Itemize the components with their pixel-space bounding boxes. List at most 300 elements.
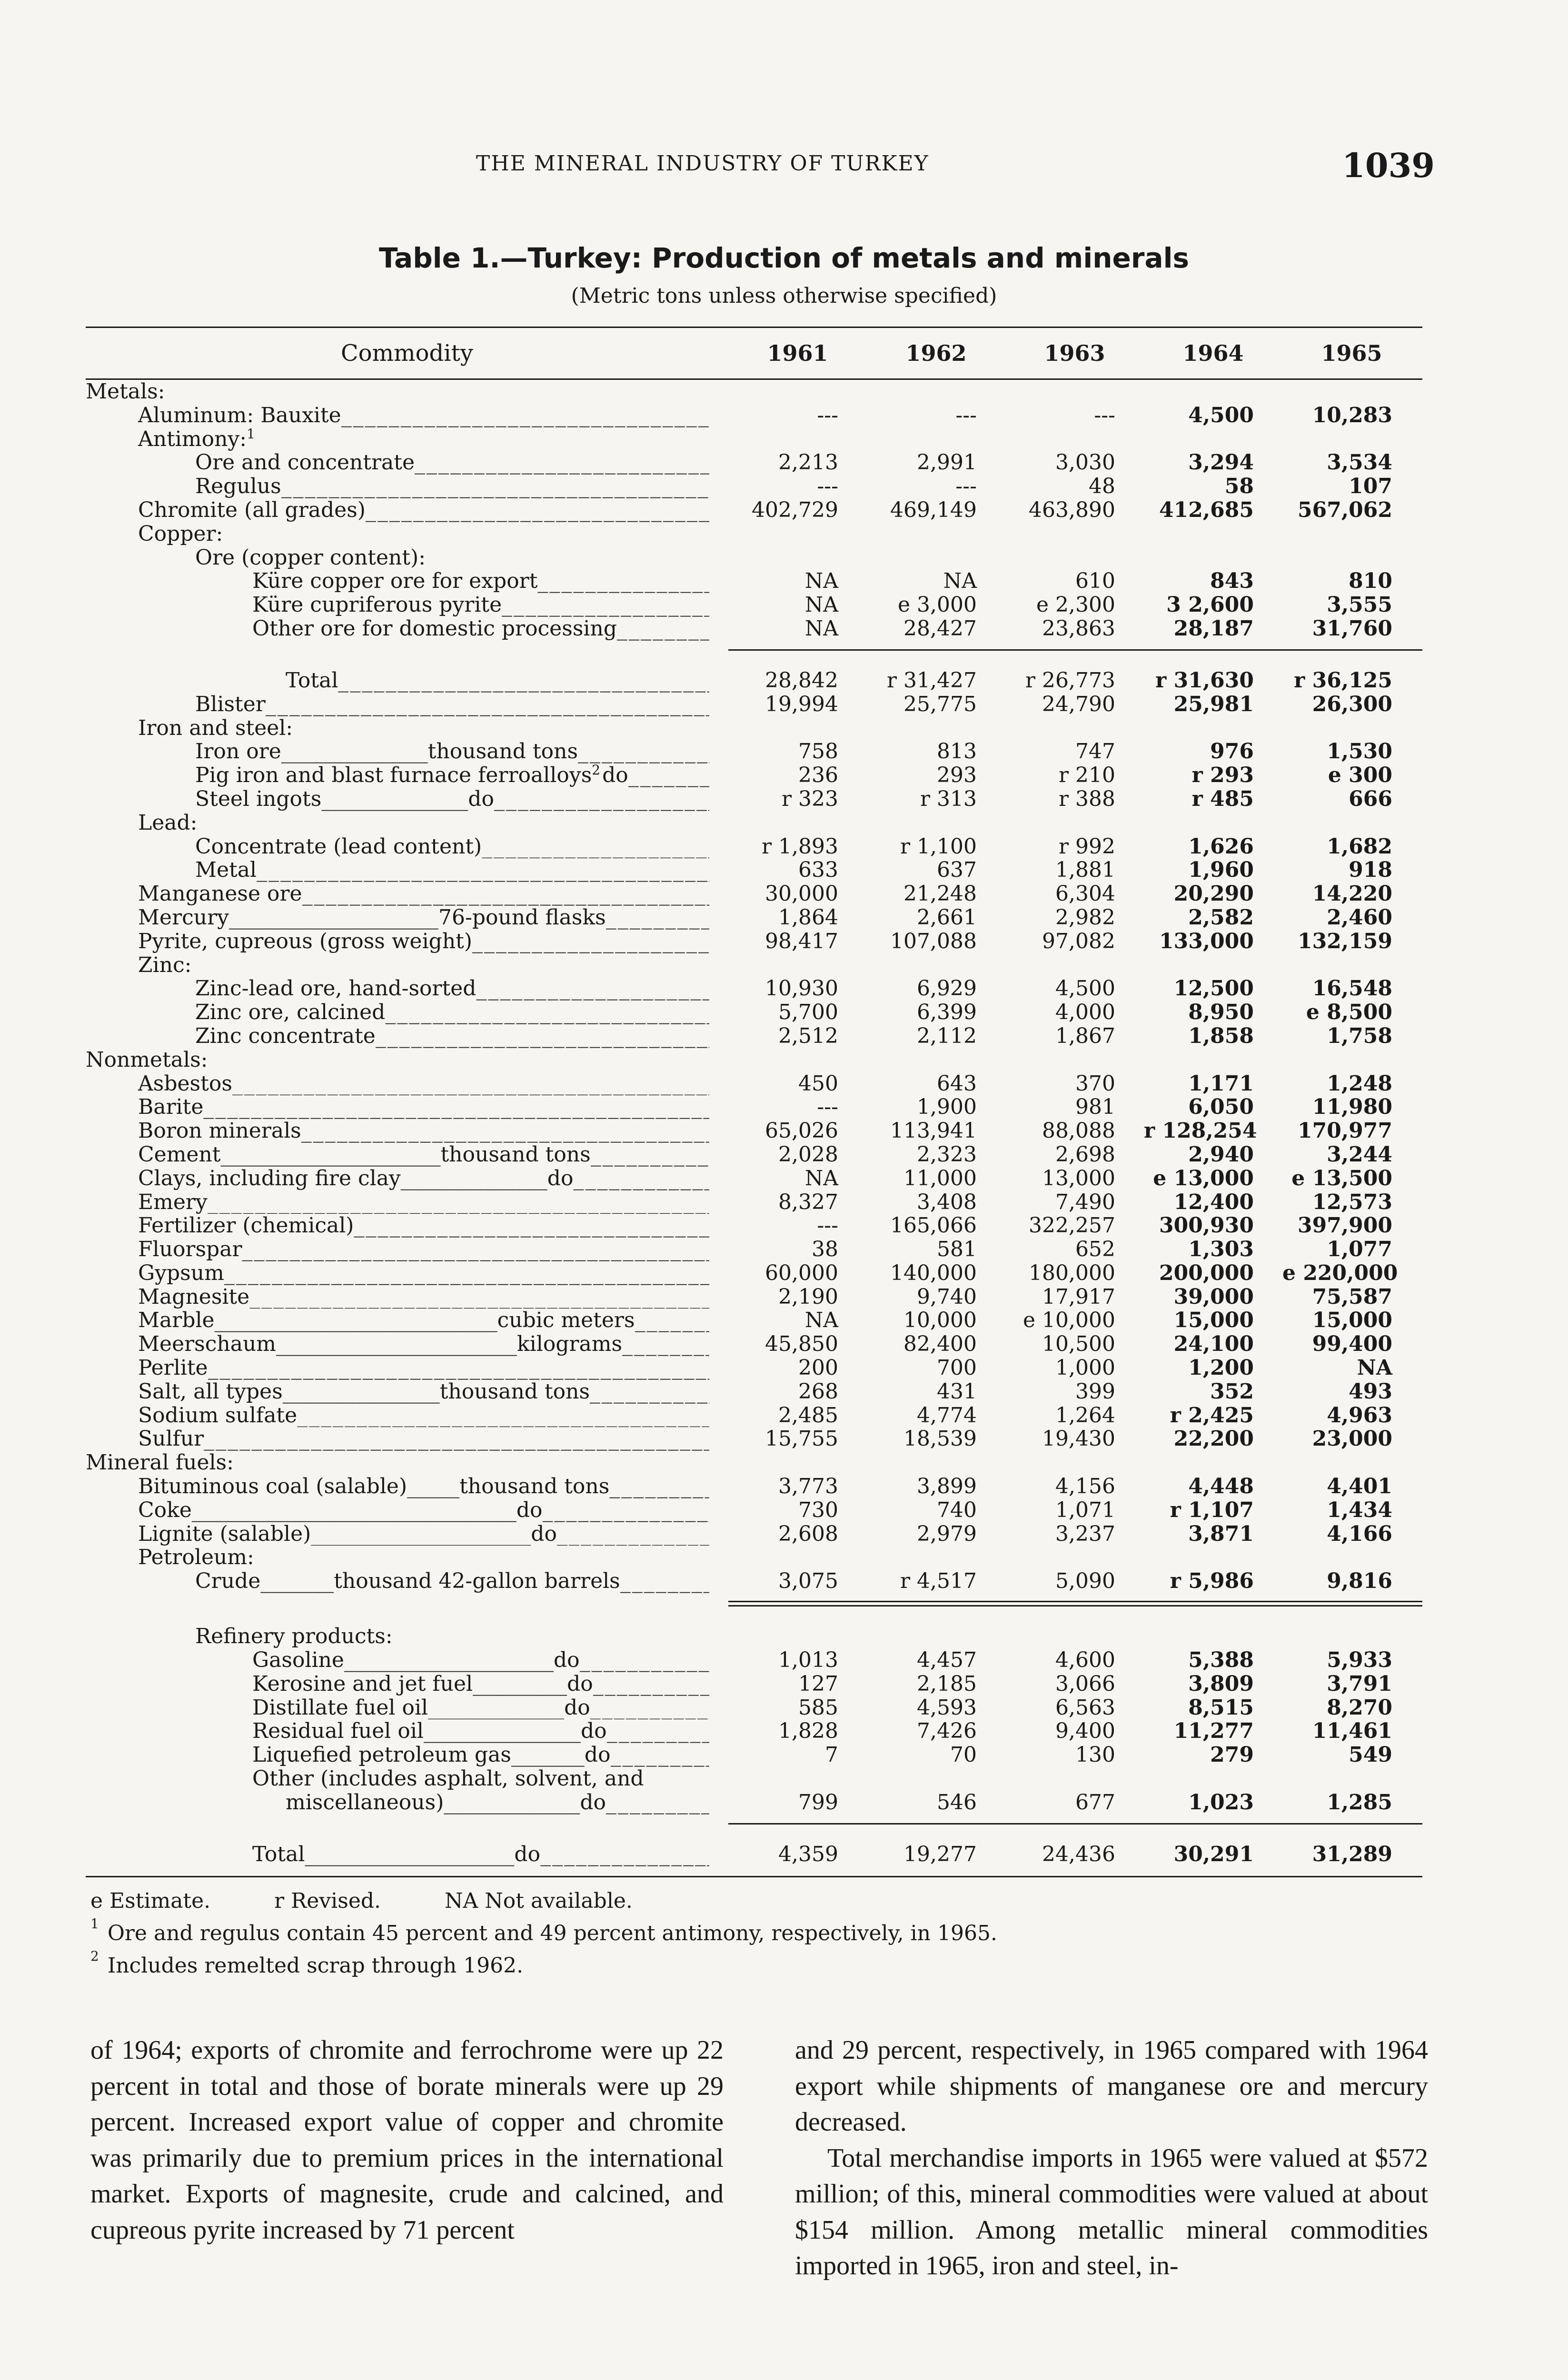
- row-label: [86, 617, 709, 641]
- table-row: [86, 1696, 1422, 1720]
- value-cell: 581: [937, 1237, 977, 1262]
- value-cell: 48: [1089, 474, 1115, 499]
- value-cell: 1,023: [1188, 1790, 1254, 1815]
- leader-dots: [224, 1261, 709, 1285]
- table-row: [86, 546, 1422, 570]
- row-label-text: Sulfur: [138, 1427, 204, 1451]
- value-cell: 133,000: [1159, 929, 1254, 953]
- table-row: [86, 1546, 1422, 1569]
- table-row: [86, 451, 1422, 475]
- value-cell: 1,077: [1327, 1237, 1392, 1262]
- value-cell: 9,816: [1327, 1569, 1392, 1594]
- header-year: 1963: [1044, 340, 1105, 366]
- row-label: [86, 1672, 709, 1696]
- row-label-text: Barite: [138, 1095, 204, 1120]
- value-cell: 23,000: [1312, 1427, 1392, 1451]
- row-label-text: Fluorspar: [138, 1238, 242, 1261]
- value-cell: 170,977: [1297, 1119, 1392, 1143]
- row-label: [86, 740, 709, 764]
- row-label-text: Iron ore______________thousand tons: [195, 740, 578, 764]
- value-cell: 643: [937, 1071, 977, 1096]
- table-row: [86, 1095, 1422, 1119]
- value-cell: 2,213: [778, 450, 838, 475]
- value-cell: 82,400: [903, 1332, 977, 1357]
- value-cell: 1,248: [1327, 1071, 1392, 1096]
- value-cell: 23,863: [1042, 616, 1115, 641]
- row-label-text: Metals:: [86, 380, 165, 404]
- row-label: [86, 498, 709, 522]
- value-cell: 6,929: [917, 976, 977, 1001]
- section-double-rule: [728, 1601, 1422, 1606]
- value-cell: 39,000: [1173, 1284, 1254, 1309]
- row-label: [86, 404, 709, 427]
- value-cell: r 36,125: [1294, 668, 1392, 693]
- table-row: [86, 1048, 1422, 1072]
- header-year: 1961: [767, 340, 828, 366]
- value-cell: r 388: [1058, 786, 1115, 811]
- row-label-text: Coke_______________________________do: [138, 1498, 543, 1522]
- row-label: [86, 906, 709, 930]
- row-label: [86, 1522, 709, 1546]
- row-label: [86, 1475, 709, 1498]
- value-cell: 9,400: [1055, 1719, 1115, 1744]
- value-cell: 469,149: [890, 497, 977, 522]
- value-cell: 7: [825, 1743, 838, 1767]
- table-row: [86, 1719, 1422, 1743]
- value-cell: 10,283: [1312, 403, 1392, 427]
- row-label: [86, 1451, 709, 1475]
- value-cell: r 313: [920, 786, 977, 811]
- row-label: [86, 546, 709, 570]
- table-row: [86, 651, 1422, 693]
- value-cell: 1,864: [778, 905, 838, 930]
- leader-dots: [472, 930, 709, 953]
- row-label-text: Mercury____________________76-pound flasks: [138, 905, 606, 930]
- value-cell: NA: [1357, 1356, 1392, 1380]
- value-cell: 20,290: [1173, 882, 1254, 906]
- row-label-text: Ore (copper content):: [195, 545, 426, 570]
- value-cell: 2,661: [917, 905, 977, 930]
- leader-dots: [385, 1001, 709, 1024]
- leader-dots: [607, 1719, 709, 1743]
- row-label: [86, 811, 709, 835]
- value-cell: 2,698: [1055, 1142, 1115, 1167]
- value-cell: 200: [798, 1356, 838, 1380]
- value-cell: 2,940: [1188, 1142, 1254, 1167]
- row-label: [86, 835, 709, 859]
- header-year: 1962: [905, 340, 967, 366]
- row-label: [86, 1119, 709, 1143]
- value-cell: 5,090: [1055, 1569, 1115, 1594]
- row-label-text: Emery: [138, 1190, 208, 1214]
- row-label-text: Gypsum: [138, 1261, 224, 1285]
- table-row: [86, 569, 1422, 593]
- value-cell: 28,187: [1173, 616, 1254, 641]
- value-cell: 12,500: [1173, 976, 1254, 1001]
- table-row: [86, 1498, 1422, 1522]
- value-cell: 493: [1349, 1379, 1392, 1404]
- leader-dots: [281, 475, 709, 498]
- footnote-ref: 1: [247, 427, 255, 442]
- table-row: [86, 475, 1422, 498]
- row-label: [86, 1767, 709, 1791]
- value-cell: NA: [804, 1166, 838, 1190]
- value-cell: e 2,300: [1036, 593, 1115, 617]
- table-row: [86, 1606, 1422, 1648]
- row-label-text: Perlite: [138, 1356, 208, 1380]
- table-row: [86, 1332, 1422, 1356]
- row-label: [86, 764, 709, 787]
- value-cell: 4,500: [1055, 976, 1115, 1001]
- table-row: [86, 404, 1422, 427]
- row-label: [86, 1696, 709, 1720]
- value-cell: 652: [1075, 1237, 1115, 1262]
- value-cell: 31,760: [1312, 616, 1392, 641]
- row-label-text: Zinc-lead ore, hand-sorted: [195, 977, 476, 1001]
- value-cell: 132,159: [1297, 929, 1392, 953]
- value-cell: ---: [817, 474, 838, 499]
- value-cell: 758: [798, 739, 838, 764]
- table-row: [86, 1522, 1422, 1546]
- legend-estimate: e Estimate.: [90, 1889, 211, 1913]
- row-label: [86, 1719, 709, 1743]
- value-cell: r 2,425: [1170, 1403, 1254, 1428]
- row-label-text: Antimony:: [138, 427, 247, 451]
- table-row: [86, 1569, 1422, 1593]
- value-cell: 88,088: [1042, 1119, 1115, 1143]
- row-label-text: Ore and concentrate: [195, 451, 415, 475]
- value-cell: 8,950: [1188, 1000, 1254, 1025]
- value-cell: 2,485: [778, 1403, 838, 1428]
- row-label: [86, 977, 709, 1001]
- body-paragraph: of 1964; exports of chromite and ferrochrome were up 22 percent in total and those of borate minerals were up 29 percent. Increased export value of copper and chromite was primarily due to premium prices in the international market. Exports of magnesite, crude and calcined, and cupreous pyrite increased by 71 percent: [90, 2035, 724, 2245]
- row-label-text: Sodium sulfate: [138, 1403, 298, 1428]
- row-label-text: Copper:: [138, 522, 223, 546]
- value-cell: 15,755: [765, 1427, 838, 1451]
- row-label: [86, 1498, 709, 1522]
- leader-dots: [208, 1190, 709, 1214]
- value-cell: 747: [1075, 739, 1115, 764]
- row-label: [86, 569, 709, 593]
- value-cell: 45,850: [765, 1332, 838, 1357]
- value-cell: 677: [1075, 1790, 1115, 1815]
- value-cell: 24,790: [1042, 692, 1115, 716]
- row-label-text: Blister: [195, 692, 266, 716]
- table-row: [86, 740, 1422, 764]
- row-label-text: Other ore for domestic processing: [252, 616, 617, 641]
- value-cell: NA: [943, 569, 977, 594]
- value-cell: r 5,986: [1170, 1569, 1254, 1594]
- value-cell: 431: [937, 1379, 977, 1404]
- row-label: [86, 522, 709, 546]
- table-row: [86, 1648, 1422, 1672]
- value-cell: 3,555: [1327, 593, 1392, 617]
- value-cell: 19,277: [903, 1842, 977, 1866]
- value-cell: 127: [798, 1671, 838, 1696]
- row-label-text: Kerosine and jet fuel_________do: [252, 1672, 593, 1696]
- value-cell: 1,200: [1188, 1356, 1254, 1380]
- production-table: [86, 327, 1422, 1877]
- value-cell: 2,582: [1188, 905, 1254, 930]
- leader-dots: [208, 1356, 709, 1380]
- row-label: [86, 787, 709, 811]
- value-cell: 322,257: [1029, 1213, 1115, 1238]
- value-cell: 976: [1210, 739, 1254, 764]
- value-cell: 3,030: [1055, 450, 1115, 475]
- value-cell: r 1,893: [762, 834, 838, 859]
- value-cell: 10,000: [903, 1308, 977, 1333]
- row-label-text: Asbestos: [138, 1071, 232, 1096]
- table-row: [86, 427, 1422, 451]
- row-label-text: Meerschaum_______________________kilograms: [138, 1332, 623, 1357]
- value-cell: 843: [1210, 569, 1254, 594]
- value-cell: 2,323: [917, 1142, 977, 1167]
- value-cell: 11,461: [1312, 1719, 1392, 1744]
- value-cell: r 4,517: [900, 1569, 977, 1594]
- footnote-1: [90, 1917, 997, 1950]
- value-cell: 16,548: [1312, 976, 1392, 1001]
- row-label-text: Total____________________do: [252, 1842, 541, 1866]
- value-cell: e 8,500: [1306, 1000, 1392, 1025]
- leader-dots: [341, 404, 709, 427]
- value-cell: 14,220: [1312, 882, 1392, 906]
- leader-dots: [249, 1285, 709, 1309]
- value-cell: 279: [1210, 1743, 1254, 1767]
- value-cell: 4,166: [1327, 1521, 1392, 1546]
- row-label-text: Bituminous coal (salable)_____thousand tons: [138, 1475, 610, 1498]
- value-cell: 2,608: [778, 1521, 838, 1546]
- row-label-text: Refinery products:: [195, 1625, 393, 1649]
- row-label: [86, 693, 709, 716]
- leader-dots: [635, 1309, 709, 1332]
- row-label: [86, 930, 709, 953]
- value-cell: e 220,000: [1282, 1260, 1398, 1285]
- table-row: [86, 977, 1422, 1001]
- table-row: [86, 593, 1422, 617]
- leader-dots: [338, 669, 709, 693]
- value-cell: 918: [1349, 858, 1392, 883]
- value-cell: 4,963: [1327, 1403, 1392, 1428]
- leader-dots: [578, 740, 709, 764]
- value-cell: 11,277: [1173, 1719, 1254, 1744]
- row-label: [86, 1214, 709, 1238]
- body-column-left: [90, 2033, 724, 2284]
- value-cell: 610: [1075, 569, 1115, 594]
- running-title: THE MINERAL INDUSTRY OF TURKEY: [476, 151, 929, 176]
- value-cell: 9,740: [917, 1284, 977, 1309]
- value-cell: 1,013: [778, 1648, 838, 1673]
- value-cell: ---: [817, 1095, 838, 1120]
- table-row: [86, 1767, 1422, 1791]
- table-row: [86, 930, 1422, 953]
- footnote-text: Ore and regulus contain 45 percent and 49 percent antimony, respectively, in 1965.: [107, 1921, 997, 1945]
- row-label: [86, 475, 709, 498]
- value-cell: 546: [937, 1790, 977, 1815]
- leader-dots: [573, 1167, 709, 1190]
- footnote-mark: 2: [90, 1948, 99, 1964]
- row-label: [86, 451, 709, 475]
- value-cell: r 128,254: [1144, 1119, 1257, 1143]
- value-cell: 12,573: [1312, 1190, 1392, 1214]
- leader-dots: [628, 764, 709, 787]
- value-cell: 2,028: [778, 1142, 838, 1167]
- row-label-text: Küre cupriferous pyrite: [252, 593, 502, 617]
- leader-dots: [590, 1696, 709, 1720]
- value-cell: r 485: [1191, 786, 1254, 811]
- value-cell: 4,401: [1327, 1474, 1392, 1499]
- row-label-text: Residual fuel oil_______________do: [252, 1719, 607, 1744]
- value-cell: 3,237: [1055, 1521, 1115, 1546]
- value-cell: 412,685: [1159, 497, 1254, 522]
- row-label: [86, 1167, 709, 1190]
- leader-dots: [540, 1843, 709, 1866]
- value-cell: 4,774: [917, 1403, 977, 1428]
- value-cell: 6,563: [1055, 1695, 1115, 1720]
- value-cell: 1,960: [1188, 858, 1254, 883]
- row-label-text: Aluminum: Bauxite: [138, 403, 341, 427]
- value-cell: 402,729: [752, 497, 838, 522]
- row-label: [86, 380, 709, 404]
- row-label-text: Cement_____________________thousand tons: [138, 1142, 591, 1167]
- value-cell: 24,100: [1173, 1332, 1254, 1357]
- value-cell: 98,417: [765, 929, 838, 953]
- leader-dots: [266, 693, 709, 716]
- table-row: [86, 1143, 1422, 1167]
- row-label-text: Nonmetals:: [86, 1048, 208, 1072]
- value-cell: 18,539: [903, 1427, 977, 1451]
- table-row: [86, 1672, 1422, 1696]
- value-cell: 1,828: [778, 1719, 838, 1744]
- value-cell: 3,075: [778, 1569, 838, 1594]
- table-row: [86, 1356, 1422, 1380]
- value-cell: 810: [1349, 569, 1392, 594]
- value-cell: 2,991: [917, 450, 977, 475]
- value-cell: 58: [1224, 474, 1254, 499]
- value-cell: 981: [1075, 1095, 1115, 1120]
- row-label: [86, 1380, 709, 1404]
- leader-dots: [537, 569, 709, 593]
- row-label-text: Distillate fuel oil_____________do: [252, 1696, 590, 1720]
- table-subcaption: (Metric tons unless otherwise specified): [571, 284, 997, 308]
- row-label-text: Boron minerals: [138, 1119, 301, 1143]
- value-cell: 3,066: [1055, 1671, 1115, 1696]
- value-cell: 30,291: [1173, 1842, 1254, 1866]
- footnote-legend: [90, 1885, 997, 1917]
- value-cell: 7,490: [1055, 1190, 1115, 1214]
- value-cell: 397,900: [1297, 1213, 1392, 1238]
- value-cell: e 13,000: [1153, 1166, 1254, 1190]
- value-cell: 4,593: [917, 1695, 977, 1720]
- value-cell: 17,917: [1042, 1284, 1115, 1309]
- row-label: [86, 858, 709, 882]
- value-cell: 180,000: [1029, 1260, 1115, 1285]
- table-row: [86, 1167, 1422, 1190]
- table-row: [86, 1190, 1422, 1214]
- value-cell: 1,858: [1188, 1023, 1254, 1048]
- table-row: [86, 787, 1422, 811]
- table-row: [86, 1024, 1422, 1048]
- value-cell: 1,758: [1327, 1023, 1392, 1048]
- table-row: [86, 835, 1422, 859]
- value-cell: 5,700: [778, 1000, 838, 1025]
- value-cell: 5,933: [1327, 1648, 1392, 1673]
- row-label-text: Gasoline____________________do: [252, 1648, 580, 1672]
- table-body: [86, 380, 1422, 1866]
- value-cell: 21,248: [903, 882, 977, 906]
- row-label-text: Pig iron and blast furnace ferroalloys: [195, 764, 592, 787]
- legend-not-available: NA Not available.: [445, 1889, 633, 1913]
- row-label-text: Mineral fuels:: [86, 1451, 234, 1475]
- value-cell: 13,000: [1042, 1166, 1115, 1190]
- row-label: [86, 716, 709, 740]
- leader-dots: [204, 1427, 709, 1451]
- table-row: [86, 693, 1422, 716]
- value-cell: 3,773: [778, 1474, 838, 1499]
- row-label-text: miscellaneous)_____________do: [286, 1790, 606, 1815]
- row-label-text: Magnesite: [138, 1285, 250, 1309]
- value-cell: 2,185: [917, 1671, 977, 1696]
- value-cell: 5,388: [1188, 1648, 1254, 1673]
- value-cell: NA: [804, 1308, 838, 1333]
- row-label: [86, 1001, 709, 1024]
- value-cell: NA: [804, 616, 838, 641]
- row-label-text: Metal: [195, 858, 257, 883]
- row-label: [86, 1791, 709, 1815]
- value-cell: 740: [937, 1497, 977, 1522]
- footnote-ref: 2: [592, 764, 601, 778]
- value-cell: 25,775: [903, 692, 977, 716]
- table-row: [86, 380, 1422, 404]
- value-cell: 2,979: [917, 1521, 977, 1546]
- value-cell: 12,400: [1173, 1190, 1254, 1214]
- value-cell: 3,408: [917, 1190, 977, 1214]
- row-label: [86, 1048, 709, 1072]
- value-cell: e 3,000: [898, 593, 977, 617]
- body-paragraph: Total merchandise imports in 1965 were valued at $572 million; of this, mineral commodities were valued at about $154 million. Among metallic mineral commodities imported in 1965, iron and steel, in-: [795, 2143, 1428, 2281]
- value-cell: 11,980: [1312, 1095, 1392, 1120]
- value-cell: 2,112: [917, 1023, 977, 1048]
- leader-dots: [617, 617, 709, 641]
- table-row: [86, 1404, 1422, 1428]
- leader-dots: [203, 1095, 709, 1119]
- row-label: [86, 1072, 709, 1096]
- value-cell: r 210: [1058, 763, 1115, 788]
- table-row: [86, 811, 1422, 835]
- value-cell: 268: [798, 1379, 838, 1404]
- value-cell: 4,500: [1188, 403, 1254, 427]
- row-label: [86, 953, 709, 977]
- value-cell: r 1,107: [1170, 1497, 1254, 1522]
- table-row: [86, 498, 1422, 522]
- table-row: [86, 1001, 1422, 1024]
- value-cell: 1,071: [1055, 1497, 1115, 1522]
- value-cell: 130: [1075, 1743, 1115, 1767]
- value-cell: 1,171: [1188, 1071, 1254, 1096]
- value-cell: 585: [798, 1695, 838, 1720]
- row-label-text: Other (includes asphalt, solvent, and: [252, 1767, 644, 1791]
- value-cell: 165,066: [890, 1213, 977, 1238]
- row-label-text: Lignite (salable)_____________________do: [138, 1522, 557, 1546]
- value-cell: 799: [798, 1790, 838, 1815]
- row-label: [86, 1843, 709, 1866]
- value-cell: 15,000: [1173, 1308, 1254, 1333]
- row-label: [86, 1332, 709, 1356]
- page-number: 1039: [1342, 146, 1435, 185]
- row-label-text: Pyrite, cupreous (gross weight): [138, 929, 473, 953]
- table-row: [86, 1475, 1422, 1498]
- value-cell: 1,682: [1327, 834, 1392, 859]
- value-cell: r 323: [781, 786, 838, 811]
